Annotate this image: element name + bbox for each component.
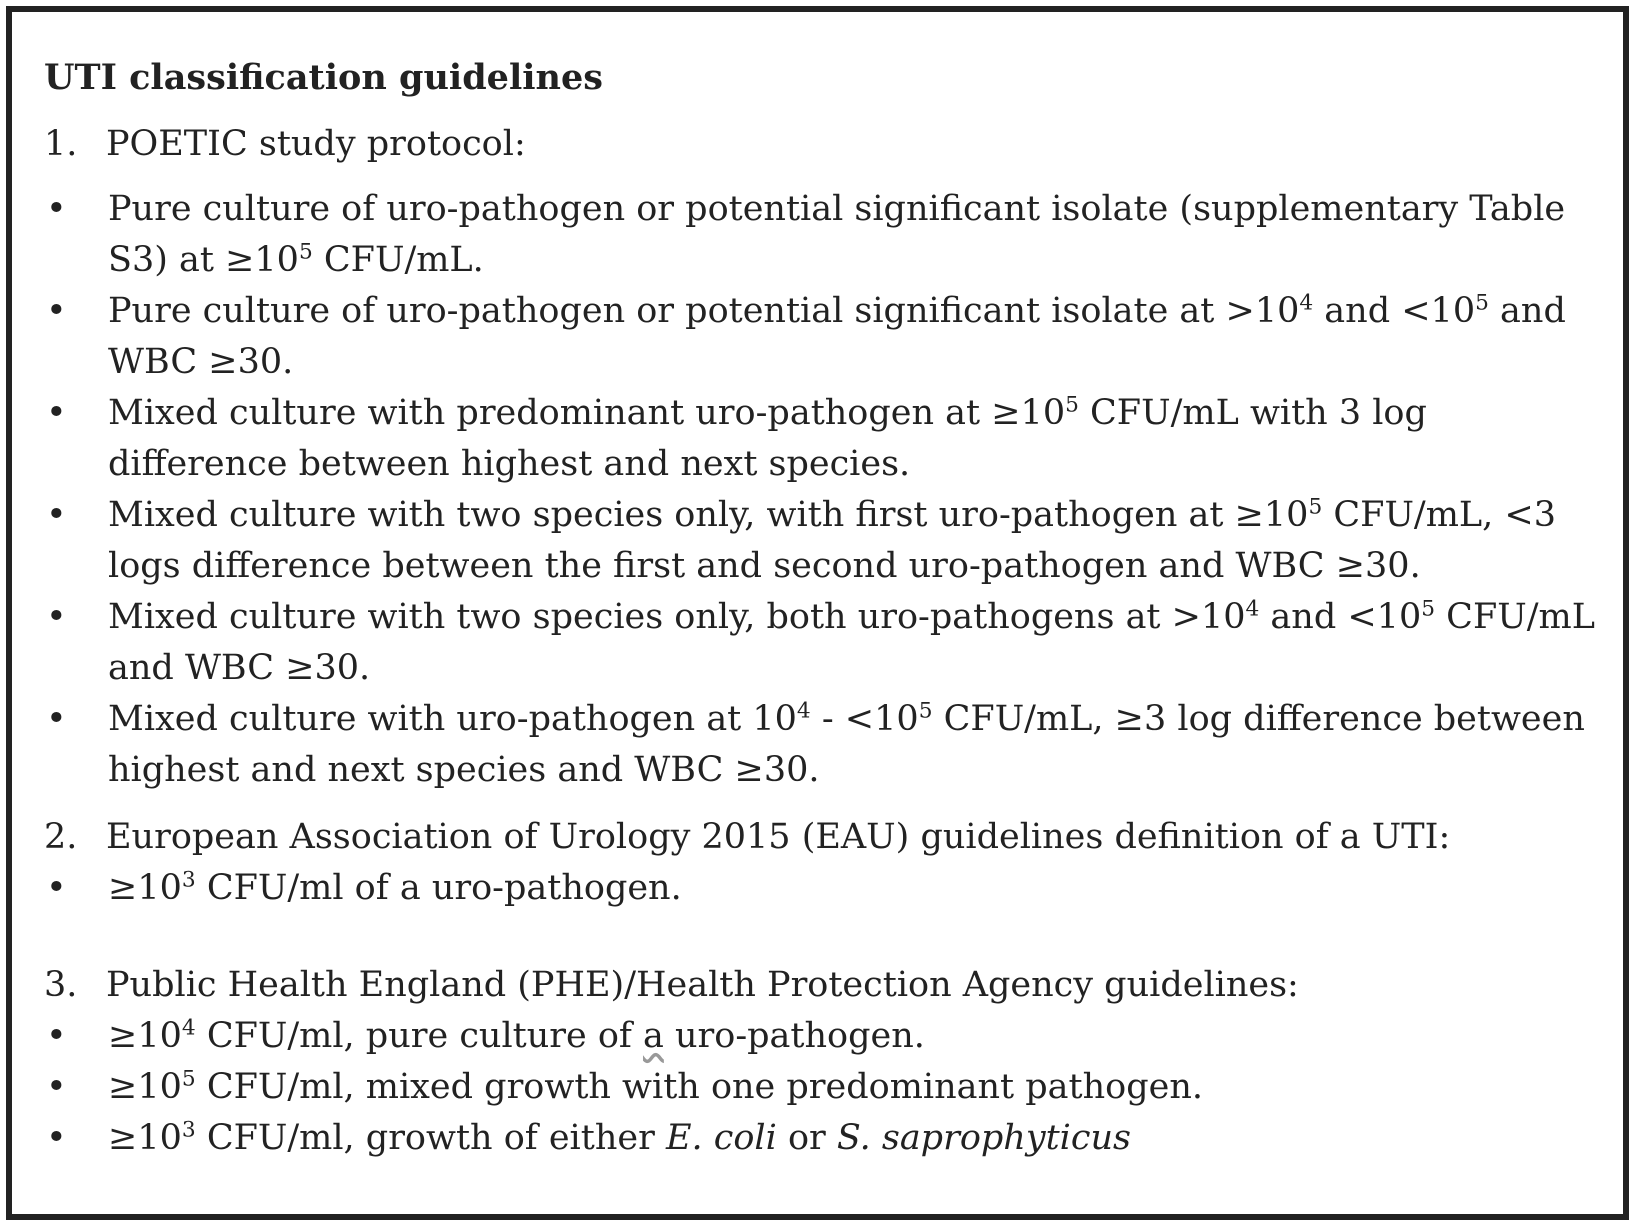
list-item: • $\ge 10^4$ CFU/ml, pure culture of a uro-pathogen. xyxy=(44,1011,1604,1062)
section-3-heading xyxy=(44,960,1604,1011)
bullet-icon: • xyxy=(46,1118,67,1158)
guidelines-box xyxy=(6,6,1629,1220)
list-item: • Pure culture of uro-pathogen or potential significant isolate at $>10^4$ and $<10^5$ and WBC ≥30. xyxy=(44,286,1604,388)
bullet-icon: • xyxy=(46,189,67,229)
section-number: 1. xyxy=(44,124,78,164)
section-title: POETIC study protocol: xyxy=(106,124,526,164)
section-title: European Association of Urology 2015 (EAU) guidelines definition of a UTI: xyxy=(106,817,1451,857)
bullet-icon: • xyxy=(46,291,67,331)
list-item: • $\ge 10^3$ CFU/ml, growth of either E. coli or S. saprophyticus xyxy=(44,1113,1604,1164)
bullet-icon: • xyxy=(46,868,67,908)
list-item: • Mixed culture with two species only, with first uro-pathogen at $\ge 10^5$ CFU/mL, <3 logs difference between the first and second uro-pathogen and WBC ≥30. xyxy=(44,490,1604,592)
spellcheck-underline: a xyxy=(642,1016,664,1056)
bullet-icon: • xyxy=(46,495,67,535)
list-item: • Mixed culture with uro-pathogen at $10^4 - <10^5$ CFU/mL, ≥3 log difference between highest and next species and WBC ≥30. xyxy=(44,694,1604,796)
list-item: • $\ge 10^5$ CFU/ml, mixed growth with one predominant pathogen. xyxy=(44,1062,1604,1113)
list-item: • Mixed culture with two species only, both uro-pathogens at $>10^4$ and $<10^5$ CFU/mL and WBC ≥30. xyxy=(44,592,1604,694)
section-number: 3. xyxy=(44,965,78,1005)
guidelines-content xyxy=(44,52,1604,1164)
box-title: UTI classification guidelines xyxy=(44,57,603,98)
list-item: • Mixed culture with predominant uro-pathogen at $\ge 10^5$ CFU/mL with 3 log difference between highest and next species. xyxy=(44,388,1604,490)
bullet-icon: • xyxy=(46,1067,67,1107)
bullet-icon: • xyxy=(46,597,67,637)
bullet-icon: • xyxy=(46,393,67,433)
section-number: 2. xyxy=(44,817,78,857)
list-item: • Pure culture of uro-pathogen or potential significant isolate (supplementary Table S3) at $\ge 10^5$ CFU/mL. xyxy=(44,184,1604,286)
list-item: • $\ge 10^3$ CFU/ml of a uro-pathogen. xyxy=(44,863,1604,914)
bullet-icon: • xyxy=(46,1016,67,1056)
section-1-heading xyxy=(44,119,1604,170)
bullet-icon: • xyxy=(46,699,67,739)
section-2-heading xyxy=(44,812,1604,863)
section-title: Public Health England (PHE)/Health Protection Agency guidelines: xyxy=(106,965,1299,1005)
